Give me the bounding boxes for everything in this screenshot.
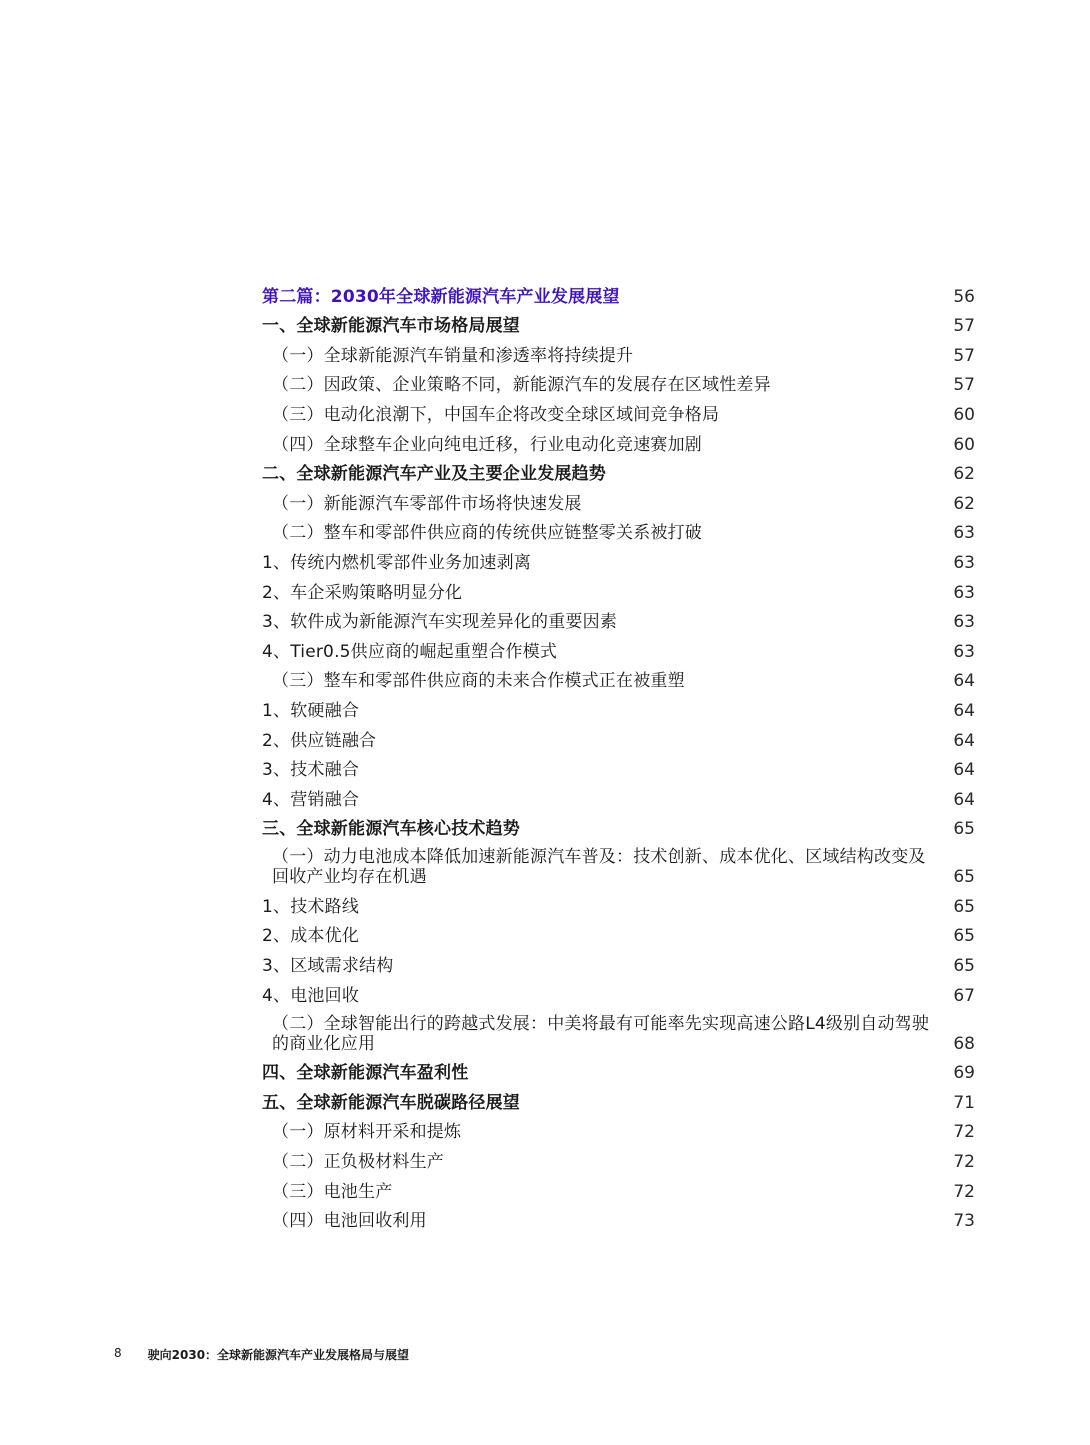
toc-entry-title: （一）全球新能源汽车销量和渗透率将持续提升 bbox=[272, 345, 634, 366]
toc-entry[interactable] bbox=[262, 277, 975, 307]
toc-entry-page-number: 56 bbox=[953, 286, 975, 307]
toc-entry[interactable] bbox=[262, 425, 975, 455]
toc-entry-page-number: 64 bbox=[953, 730, 975, 751]
toc-entry-title: （二）正负极材料生产 bbox=[272, 1152, 444, 1173]
toc-entry-page-number: 57 bbox=[953, 375, 975, 396]
toc-entry[interactable] bbox=[262, 976, 975, 1006]
toc-entry-page-number: 63 bbox=[953, 612, 975, 633]
toc-entry-page-number: 64 bbox=[953, 700, 975, 721]
toc-entry-page-number: 64 bbox=[953, 789, 975, 810]
toc-entry[interactable] bbox=[262, 1113, 975, 1143]
toc-entry-page-number: 60 bbox=[953, 404, 975, 425]
toc-entry[interactable] bbox=[262, 721, 975, 751]
toc-entry-title: （四）电池回收利用 bbox=[272, 1211, 427, 1232]
toc-entry-page-number: 69 bbox=[953, 1063, 975, 1084]
toc-entry[interactable] bbox=[262, 751, 975, 781]
toc-entry-page-number: 63 bbox=[953, 552, 975, 573]
toc-entry-page-number: 57 bbox=[953, 345, 975, 366]
toc-entry-title: 4、电池回收 bbox=[262, 985, 360, 1006]
toc-entry-page-number: 64 bbox=[953, 760, 975, 781]
toc-entry[interactable] bbox=[262, 366, 975, 396]
page-footer bbox=[114, 1346, 409, 1363]
toc-entry[interactable] bbox=[262, 662, 975, 692]
toc-entry-page-number: 71 bbox=[953, 1092, 975, 1113]
toc-entry-page-number: 63 bbox=[953, 582, 975, 603]
toc-entry-page-number: 62 bbox=[953, 493, 975, 514]
toc-entry-page-number: 72 bbox=[953, 1181, 975, 1202]
toc-entry-page-number: 62 bbox=[953, 464, 975, 485]
toc-entry-title: 一、全球新能源汽车市场格局展望 bbox=[262, 316, 520, 337]
toc-entry[interactable] bbox=[262, 887, 975, 917]
toc-entry-title: 1、技术路线 bbox=[262, 896, 360, 917]
footer-document-title: 驶向2030：全球新能源汽车产业发展格局与展望 bbox=[147, 1348, 410, 1362]
toc-entry-title: 第二篇：2030年全球新能源汽车产业发展展望 bbox=[262, 286, 620, 307]
table-of-contents bbox=[262, 277, 975, 1231]
toc-entry[interactable] bbox=[262, 839, 975, 887]
toc-entry[interactable] bbox=[262, 917, 975, 947]
toc-entry-page-number: 65 bbox=[953, 956, 975, 977]
toc-entry-title: 4、Tier0.5供应商的崛起重塑合作模式 bbox=[262, 641, 558, 662]
toc-entry-title: 1、软硬融合 bbox=[262, 700, 360, 721]
toc-entry-page-number: 72 bbox=[953, 1122, 975, 1143]
toc-entry-page-number: 67 bbox=[953, 985, 975, 1006]
toc-entry-title: 3、区域需求结构 bbox=[262, 956, 394, 977]
toc-entry-title: 2、成本优化 bbox=[262, 926, 360, 947]
toc-entry[interactable] bbox=[262, 1202, 975, 1232]
toc-entry[interactable] bbox=[262, 514, 975, 544]
toc-entry-page-number: 68 bbox=[953, 1033, 975, 1054]
toc-entry-page-number: 65 bbox=[953, 896, 975, 917]
toc-entry-page-number: 73 bbox=[953, 1211, 975, 1232]
toc-entry[interactable] bbox=[262, 1083, 975, 1113]
toc-entry[interactable] bbox=[262, 691, 975, 721]
toc-entry-title: （二）整车和零部件供应商的传统供应链整零关系被打破 bbox=[272, 523, 702, 544]
toc-entry-page-number: 57 bbox=[953, 316, 975, 337]
toc-entry-title: （二）全球智能出行的跨越式发展：中美将最有可能率先实现高速公路L4级别自动驾驶的商业化应用 bbox=[272, 1013, 930, 1054]
toc-entry[interactable] bbox=[262, 543, 975, 573]
toc-entry[interactable] bbox=[262, 780, 975, 810]
toc-entry-page-number: 64 bbox=[953, 671, 975, 692]
toc-entry[interactable] bbox=[262, 1142, 975, 1172]
toc-entry-title: 2、供应链融合 bbox=[262, 730, 377, 751]
toc-entry[interactable] bbox=[262, 484, 975, 514]
toc-entry[interactable] bbox=[262, 946, 975, 976]
toc-entry-title: 3、技术融合 bbox=[262, 760, 360, 781]
toc-entry-title: 4、营销融合 bbox=[262, 789, 360, 810]
toc-entry-page-number: 63 bbox=[953, 523, 975, 544]
toc-entry-title: 三、全球新能源汽车核心技术趋势 bbox=[262, 819, 520, 840]
toc-entry[interactable] bbox=[262, 1172, 975, 1202]
toc-entry-page-number: 63 bbox=[953, 641, 975, 662]
toc-entry-page-number: 60 bbox=[953, 434, 975, 455]
toc-entry[interactable] bbox=[262, 1006, 975, 1054]
toc-entry-title: （一）新能源汽车零部件市场将快速发展 bbox=[272, 493, 582, 514]
toc-entry-title: （一）原材料开采和提炼 bbox=[272, 1122, 462, 1143]
toc-entry-title: （四）全球整车企业向纯电迁移，行业电动化竞速赛加剧 bbox=[272, 434, 702, 455]
toc-entry[interactable] bbox=[262, 1054, 975, 1084]
footer-page-number: 8 bbox=[114, 1346, 122, 1360]
toc-entry[interactable] bbox=[262, 632, 975, 662]
toc-entry[interactable] bbox=[262, 573, 975, 603]
toc-entry-title: （三）电池生产 bbox=[272, 1181, 393, 1202]
toc-entry-title: （二）因政策、企业策略不同，新能源汽车的发展存在区域性差异 bbox=[272, 375, 771, 396]
toc-entry-title: 2、车企采购策略明显分化 bbox=[262, 582, 463, 603]
toc-entry-page-number: 65 bbox=[953, 819, 975, 840]
toc-entry-title: 四、全球新能源汽车盈利性 bbox=[262, 1063, 469, 1084]
toc-entry-title: 五、全球新能源汽车脱碳路径展望 bbox=[262, 1092, 520, 1113]
toc-entry-title: 3、软件成为新能源汽车实现差异化的重要因素 bbox=[262, 612, 618, 633]
toc-entry-title: （一）动力电池成本降低加速新能源汽车普及：技术创新、成本优化、区域结构改变及回收产业均存在机遇 bbox=[272, 847, 926, 888]
toc-entry[interactable] bbox=[262, 395, 975, 425]
toc-entry[interactable] bbox=[262, 603, 975, 633]
toc-entry-title: 二、全球新能源汽车产业及主要企业发展趋势 bbox=[262, 464, 606, 485]
toc-entry[interactable] bbox=[262, 810, 975, 840]
toc-entry-page-number: 72 bbox=[953, 1152, 975, 1173]
toc-entry[interactable] bbox=[262, 307, 975, 337]
toc-entry-title: （三）电动化浪潮下，中国车企将改变全球区域间竞争格局 bbox=[272, 404, 720, 425]
toc-entry-page-number: 65 bbox=[953, 867, 975, 888]
toc-entry-title: （三）整车和零部件供应商的未来合作模式正在被重塑 bbox=[272, 671, 685, 692]
toc-entry[interactable] bbox=[262, 336, 975, 366]
toc-entry-title: 1、传统内燃机零部件业务加速剥离 bbox=[262, 552, 532, 573]
toc-entry[interactable] bbox=[262, 455, 975, 485]
toc-entry-page-number: 65 bbox=[953, 926, 975, 947]
